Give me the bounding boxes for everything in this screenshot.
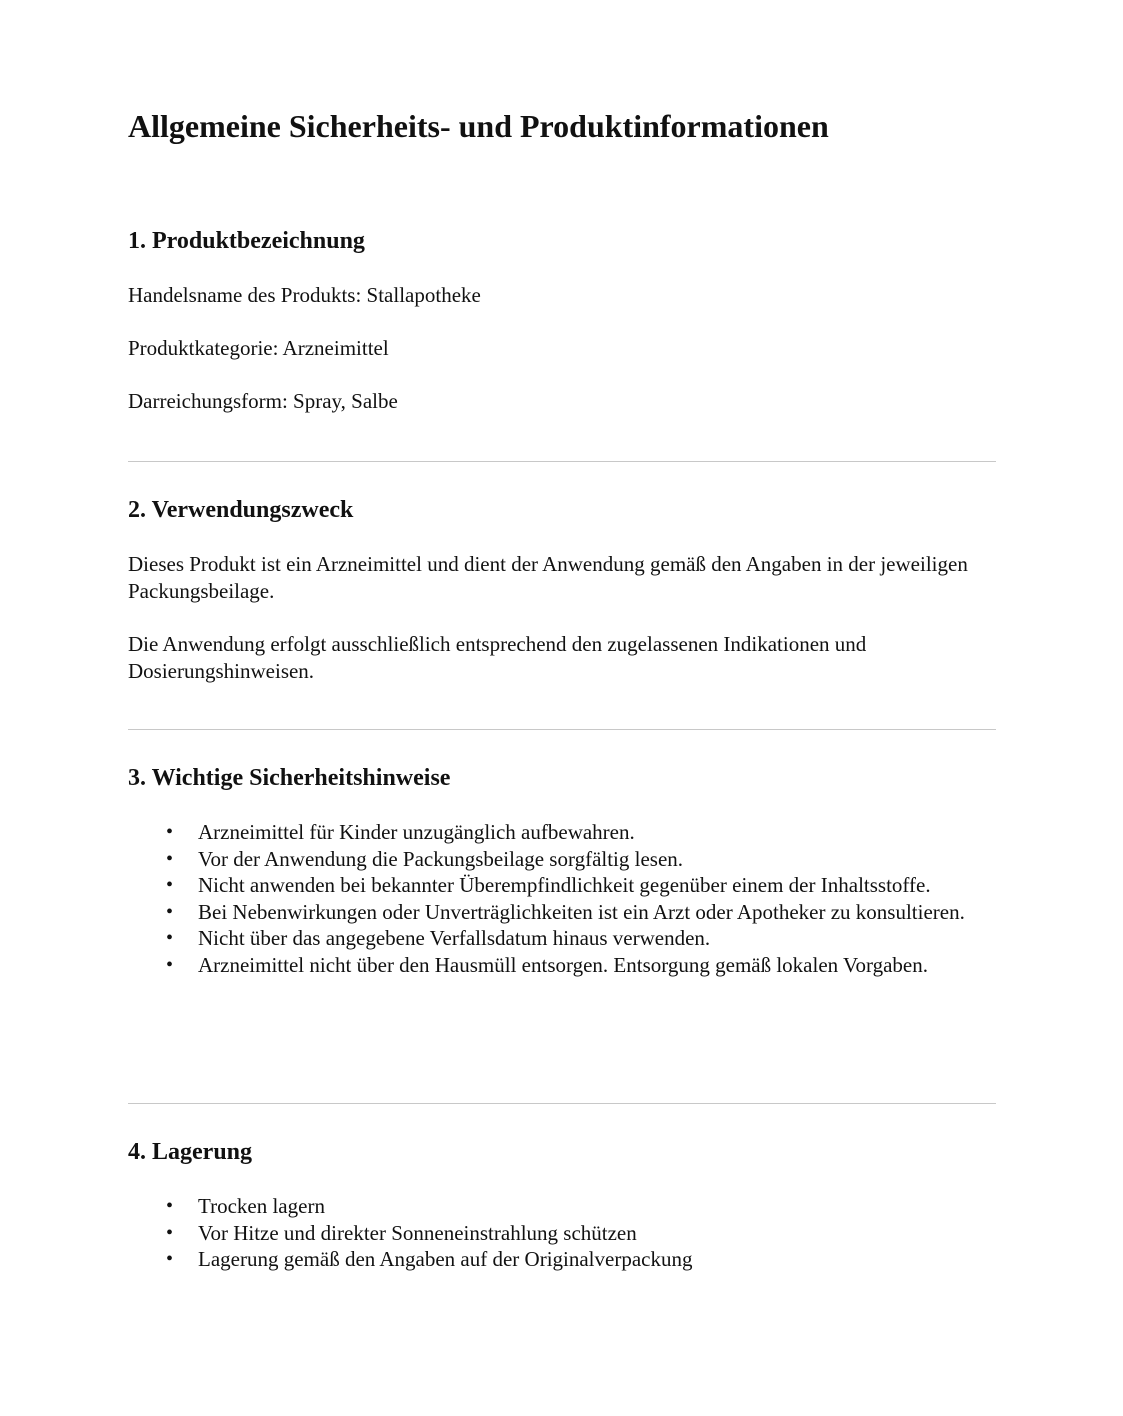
list-item-text: Bei Nebenwirkungen oder Unverträglichkeiten ist ein Arzt oder Apotheker zu konsultieren. (198, 899, 965, 924)
bullet-marker: • (166, 1221, 174, 1244)
list-item (166, 1220, 988, 1247)
bullet-marker: • (166, 874, 174, 896)
bullet-marker: • (166, 1195, 174, 1217)
list-item-text: Nicht anwenden bei bekannter Überempfindlichkeit gegenüber einem der Inhaltsstoffe. (198, 873, 931, 897)
list-item-text: Vor Hitze und direkter Sonneneinstrahlung schützen (198, 1220, 637, 1245)
list-item-text: Vor der Anwendung die Packungsbeilage sorgfältig lesen. (198, 846, 684, 871)
safety-notes-list (128, 819, 988, 978)
list-item (166, 925, 988, 952)
list-item-text: Lagerung gemäß den Angaben auf der Originalverpackung (198, 1247, 693, 1271)
list-item (166, 952, 988, 979)
list-item-text: Nicht über das angegebene Verfallsdatum hinaus verwenden. (198, 926, 711, 950)
list-item (166, 872, 988, 899)
dosage-form-line: Darreichungsform: Spray, Salbe (128, 389, 398, 413)
list-item-text: Trocken lagern (198, 1194, 325, 1218)
list-item (166, 846, 988, 873)
section-divider (128, 1103, 996, 1104)
list-item (166, 1246, 988, 1273)
section-heading-lagerung: 4. Lagerung (128, 1139, 253, 1165)
purpose-paragraph: Dieses Produkt ist ein Arzneimittel und dient der Anwendung gemäß den Angaben in der jeweiligen Packungsbeilage. (128, 552, 968, 603)
section-divider (128, 729, 996, 730)
section-heading-verwendungszweck: 2. Verwendungszweck (128, 497, 354, 523)
list-item (166, 899, 988, 926)
list-item-text: Arzneimittel für Kinder unzugänglich aufbewahren. (198, 820, 635, 844)
bullet-marker: • (166, 927, 174, 949)
bullet-marker: • (166, 900, 174, 923)
section-heading-sicherheitshinweise: 3. Wichtige Sicherheitshinweise (128, 765, 451, 791)
bullet-marker: • (166, 1248, 174, 1270)
storage-list (128, 1193, 988, 1273)
document-title: Allgemeine Sicherheits- und Produktinformationen (128, 108, 829, 144)
product-category-line: Produktkategorie: Arzneimittel (128, 336, 389, 360)
section-heading-produktbezeichnung: 1. Produktbezeichnung (128, 228, 365, 254)
bullet-marker: • (166, 953, 174, 976)
list-item (166, 1193, 988, 1220)
list-item (166, 819, 988, 846)
trade-name-line: Handelsname des Produkts: Stallapotheke (128, 283, 481, 307)
bullet-marker: • (166, 821, 174, 843)
list-item-text: Arzneimittel nicht über den Hausmüll entsorgen. Entsorgung gemäß lokalen Vorgaben. (198, 952, 928, 977)
application-paragraph: Die Anwendung erfolgt ausschließlich entsprechend den zugelassenen Indikationen und Dosierungshinweisen. (128, 632, 867, 683)
section-divider (128, 461, 996, 462)
bullet-marker: • (166, 847, 174, 870)
